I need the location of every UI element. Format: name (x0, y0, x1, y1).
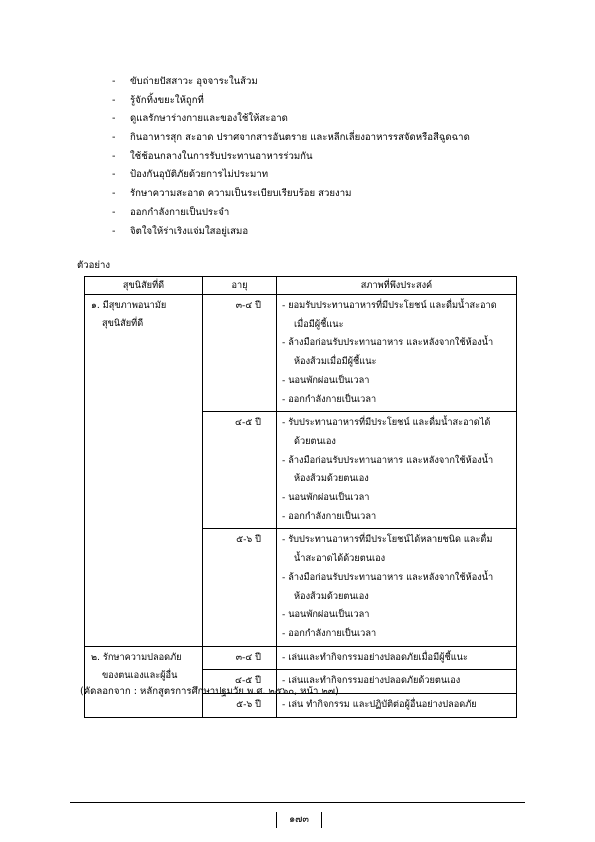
bullet-dash: - (112, 188, 116, 200)
age-cell: ๕-๖ ปี (203, 694, 277, 718)
desired-state-item: - เล่นและทำกิจกรรมอย่างปลอดภัยด้วยตนเอง (282, 675, 461, 687)
bullet-dash: - (112, 150, 116, 162)
bullet-item (112, 129, 552, 148)
bullet-text: ขับถ่ายปัสสาวะ อุจจาระในส้วม (130, 76, 258, 87)
desired-state-item: - นอนพักผ่อนเป็นเวลา (282, 492, 370, 504)
bullet-item (112, 166, 552, 185)
example-heading: ตัวอย่าง (77, 260, 111, 271)
habit-bullet-list (112, 73, 552, 241)
desired-state-item-continued: น้ำสะอาดได้ด้วยตนเอง (294, 553, 386, 565)
desired-state-cell (277, 646, 517, 670)
desired-state-item: - ล้างมือก่อนรับประทานอาหาร และหลังจากใช้ห้องน้ำ (282, 454, 494, 466)
bullet-text: จิตใจให้ร่าเริงแจ่มใสอยู่เสมอ (130, 225, 249, 237)
header-age: อายุ (203, 277, 277, 295)
desired-state-item-continued: ห้องส้วมด้วยตนเอง (294, 590, 369, 602)
habits-table (84, 276, 517, 718)
age-cell: ๓-๔ ปี (203, 646, 277, 670)
desired-state-item-continued: เมื่อมีผู้ชี้แนะ (294, 318, 344, 330)
desired-state-item-continued: ห้องส้วมเมื่อมีผู้ชี้แนะ (294, 356, 377, 368)
desired-state-cell (277, 295, 517, 412)
desired-state-item: - นอนพักผ่อนเป็นเวลา (282, 609, 370, 621)
habit-text: สุขนิสัยที่ดี (102, 318, 144, 329)
bullet-text: กินอาหารสุก สะอาด ปราศจากสารอันตราย และหลีกเลี่ยงอาหารรสจัดหรือสีฉูดฉาด (130, 132, 470, 144)
header-habit: สุขนิสัยที่ดี (85, 277, 203, 295)
bullet-item (112, 185, 552, 204)
table-header-row (85, 277, 517, 295)
desired-state-item: - ออกกำลังกายเป็นเวลา (282, 510, 377, 522)
age-cell: ๓-๔ ปี (203, 295, 277, 412)
desired-state-item: - ล้างมือก่อนรับประทานอาหาร และหลังจากใช้ห้องน้ำ (282, 337, 494, 349)
bullet-item (112, 92, 552, 111)
page-number: ๑๗๓ (276, 812, 322, 828)
desired-state-item: - ล้างมือก่อนรับประทานอาหาร และหลังจากใช้ห้องน้ำ (282, 571, 494, 583)
bullet-item (112, 73, 552, 92)
desired-state-cell (277, 412, 517, 529)
age-cell: ๕-๖ ปี (203, 529, 277, 646)
desired-state-cell (277, 529, 517, 646)
footer-rule (70, 802, 525, 803)
bullet-text: ใช้ช้อนกลางในการรับประทานอาหารร่วมกัน (130, 150, 313, 162)
desired-state-item: - รับประทานอาหารที่มีประโยชน์ได้หลายชนิด และดื่ม (282, 534, 493, 546)
source-note: (คัดลอกจาก : หลักสูตรการศึกษาปฐมวัย พ.ศ. ๒๕๖๐, หน้า ๒๗) (80, 686, 339, 697)
bullet-dash: - (112, 113, 116, 125)
age-cell: ๔-๕ ปี (203, 670, 277, 694)
bullet-dash: - (112, 94, 116, 106)
header-desired-state: สภาพที่พึงประสงค์ (277, 277, 517, 295)
table-row (85, 646, 517, 670)
bullet-item (112, 110, 552, 129)
bullet-item (112, 148, 552, 167)
habit-text: ๑. มีสุขภาพอนามัย (91, 300, 167, 311)
habit-text: ๒. รักษาความปลอดภัย (91, 651, 182, 663)
bullet-item (112, 204, 552, 223)
table-row (85, 295, 517, 412)
desired-state-item: - รับประทานอาหารที่มีประโยชน์ และดื่มน้ำสะอาดได้ (282, 417, 491, 429)
bullet-dash: - (112, 169, 116, 181)
desired-state-item: - นอนพักผ่อนเป็นเวลา (282, 374, 370, 386)
age-cell: ๔-๕ ปี (203, 412, 277, 529)
desired-state-item: - ออกกำลังกายเป็นเวลา (282, 627, 377, 639)
bullet-dash: - (112, 132, 116, 144)
bullet-text: ดูแลรักษาร่างกายและของใช้ให้สะอาด (130, 113, 288, 125)
desired-state-item: - ออกกำลังกายเป็นเวลา (282, 393, 377, 405)
bullet-text: รู้จักทิ้งขยะให้ถูกที่ (130, 94, 204, 106)
habit-text: ของตนเองและผู้อื่น (102, 669, 178, 681)
desired-state-item: - ยอมรับประทานอาหารที่มีประโยชน์ และดื่มน้ำสะอาด (282, 300, 497, 311)
desired-state-item-continued: ห้องส้วมด้วยตนเอง (294, 473, 369, 485)
bullet-dash: - (112, 206, 116, 218)
bullet-dash: - (112, 225, 116, 237)
habit-cell (85, 646, 203, 717)
bullet-text: รักษาความสะอาด ความเป็นระเบียบเรียบร้อย สวยงาม (130, 188, 352, 200)
desired-state-item: - เล่นและทำกิจกรรมอย่างปลอดภัยเมื่อมีผู้ชี้แนะ (282, 651, 468, 663)
desired-state-item-continued: ด้วยตนเอง (294, 435, 336, 447)
bullet-text: ออกกำลังกายเป็นประจำ (130, 206, 230, 218)
bullet-dash: - (112, 76, 116, 87)
desired-state-item: - เล่น ทำกิจกรรม และปฏิบัติต่อผู้อื่นอย่างปลอดภัย (282, 699, 477, 711)
habit-cell (85, 295, 203, 647)
bullet-text: ป้องกันอุบัติภัยด้วยการไม่ประมาท (130, 169, 269, 181)
bullet-item (112, 223, 552, 242)
